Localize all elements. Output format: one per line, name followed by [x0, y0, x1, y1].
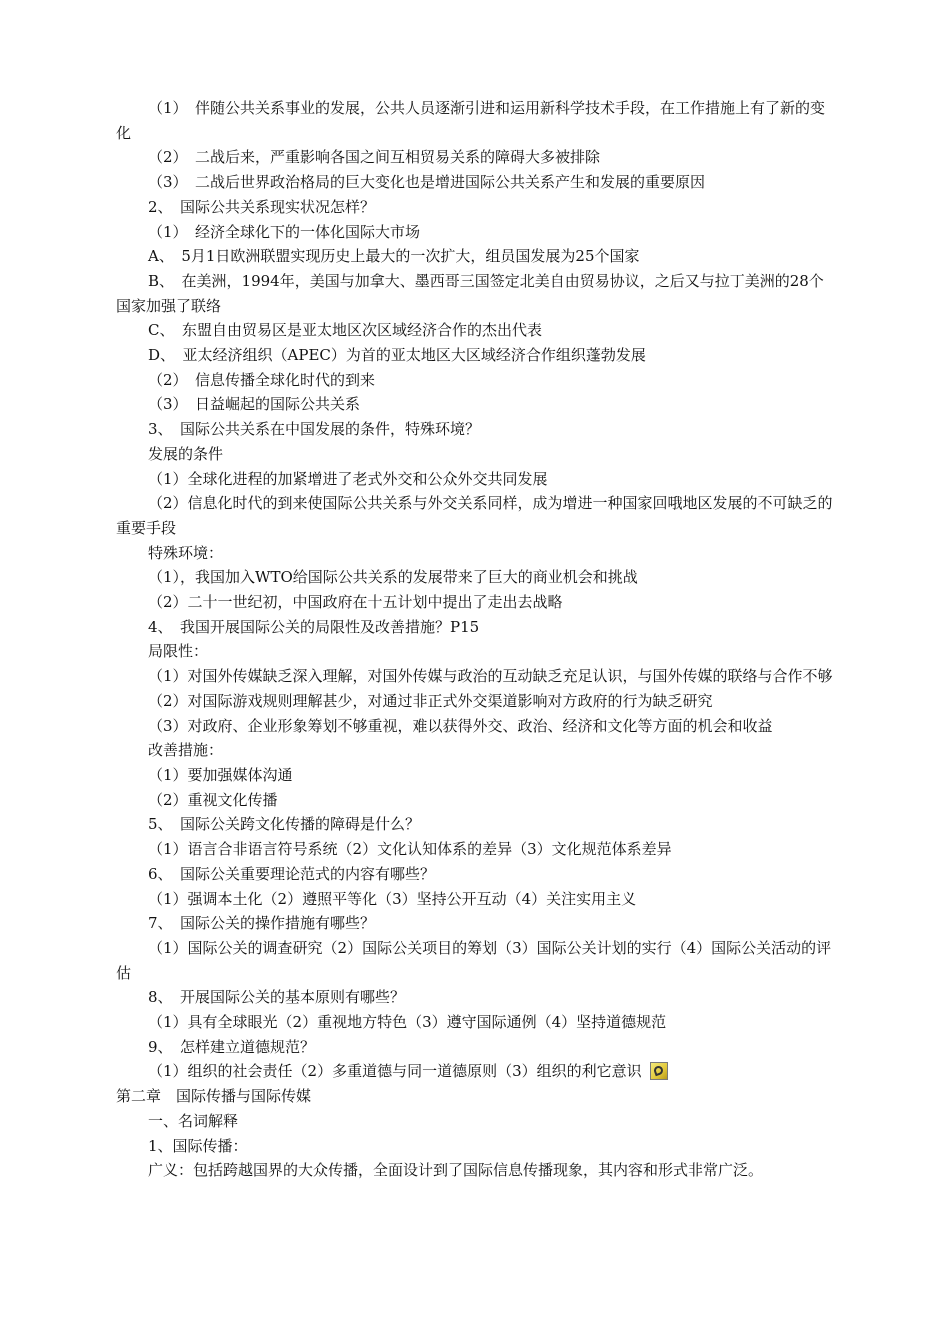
- paragraph-text: 2、 国际公共关系现实状况怎样？: [148, 197, 376, 216]
- paragraph: [116, 615, 838, 640]
- paragraph-text: D、 亚太经济组织（APEC）为首的亚太地区大区域经济合作组织蓬勃发展: [148, 346, 646, 365]
- paragraph: [116, 887, 838, 912]
- paragraph-text: （2）对国际游戏规则理解甚少，对通过非正式外交渠道影响对方政府的行为缺乏研究: [148, 691, 713, 710]
- paragraph-text: 改善措施：: [148, 741, 224, 760]
- paragraph: [116, 1109, 838, 1134]
- paragraph: [116, 1010, 838, 1035]
- paragraph: [116, 985, 838, 1010]
- paragraph: [116, 812, 838, 837]
- paragraph: [116, 96, 838, 145]
- paragraph-text: 3、 国际公共关系在中国发展的条件，特殊环境？: [148, 420, 481, 439]
- paragraph-text: （1）具有全球眼光（2）重视地方特色（3）遵守国际通例（4）坚持道德规范: [148, 1013, 667, 1032]
- paragraph: [116, 639, 838, 664]
- paragraph: [116, 467, 838, 492]
- paragraph-text: 广义：包括跨越国界的大众传播，全面设计到了国际信息传播现象，其内容和形式非常广泛。: [148, 1161, 764, 1180]
- paragraph-text: 8、 开展国际公关的基本原则有哪些？: [148, 988, 406, 1007]
- paragraph: [116, 862, 838, 887]
- paragraph: [116, 911, 838, 936]
- paragraph-text: （1）组织的社会责任（2）多重道德与同一道德原则（3）组织的利它意识: [148, 1062, 642, 1081]
- paragraph: [116, 837, 838, 862]
- paragraph: [116, 664, 838, 689]
- paragraph-text: （1） 经济全球化下的一体化国际大市场: [148, 222, 421, 241]
- paragraph: [116, 1059, 838, 1084]
- paragraph: [116, 1134, 838, 1159]
- paragraph: [116, 565, 838, 590]
- paragraph: [116, 343, 838, 368]
- paragraph: [116, 788, 838, 813]
- paragraph-text: （2）二十一世纪初，中国政府在十五计划中提出了走出去战略: [148, 593, 563, 612]
- paragraph: [116, 269, 838, 318]
- paragraph: [116, 244, 838, 269]
- paragraph-text: C、 东盟自由贸易区是亚太地区次区域经济合作的杰出代表: [148, 321, 542, 340]
- paragraph-text: 第二章 国际传播与国际传媒: [116, 1087, 312, 1106]
- paragraph: [116, 714, 838, 739]
- paragraph: [116, 195, 838, 220]
- paragraph: [116, 491, 838, 540]
- paragraph-text: 发展的条件: [148, 444, 224, 463]
- paragraph-text: 5、 国际公关跨文化传播的障碍是什么？: [148, 815, 421, 834]
- paragraph: [116, 541, 838, 566]
- paragraph-text: B、 在美洲，1994年，美国与加拿大、墨西哥三国签定北美自由贸易协议，之后又与拉丁美洲的28个国家加强了联络: [116, 271, 824, 315]
- paragraph-text: （2）重视文化传播: [148, 790, 278, 809]
- paragraph-text: 特殊环境：: [148, 543, 224, 562]
- paragraph: [116, 1158, 838, 1183]
- paragraph-text: 一、名词解释: [148, 1111, 239, 1130]
- paragraph: [116, 763, 838, 788]
- paragraph: [116, 170, 838, 195]
- paragraph-text: （1）要加强媒体沟通: [148, 765, 293, 784]
- paragraph-text: 6、 国际公关重要理论范式的内容有哪些？: [148, 864, 436, 883]
- paragraph: [116, 936, 838, 985]
- paragraph: [116, 689, 838, 714]
- paragraph-text: （1） 伴随公共关系事业的发展，公共人员逐渐引进和运用新科学技术手段，在工作措施上有了新的变化: [116, 99, 826, 142]
- paragraph-text: （1）国际公关的调查研究（2）国际公关项目的筹划（3）国际公关计划的实行（4）国际公关活动的评估: [116, 938, 832, 982]
- paragraph-text: （2） 二战后来，严重影响各国之间互相贸易关系的障碍大多被排除: [148, 148, 601, 167]
- document-object-icon[interactable]: [650, 1062, 668, 1080]
- paragraph-text: （1）全球化进程的加紧增进了老式外交和公众外交共同发展: [148, 469, 548, 488]
- paragraph-text: （1）强调本土化（2）遵照平等化（3）坚持公开互动（4）关注实用主义: [148, 889, 637, 908]
- paragraph-text: （3） 日益崛起的国际公共关系: [148, 395, 361, 414]
- document-body: [116, 96, 838, 1183]
- paragraph-text: 4、 我国开展国际公关的局限性及改善措施？P15: [148, 617, 480, 636]
- paragraph: [116, 442, 838, 467]
- paragraph: [116, 368, 838, 393]
- paragraph-text: （3）对政府、企业形象筹划不够重视，难以获得外交、政治、经济和文化等方面的机会和收益: [148, 716, 773, 735]
- paragraph-text: （2）信息化时代的到来使国际公共关系与外交关系同样，成为增进一种国家回哦地区发展的不可缺乏的重要手段: [116, 494, 833, 537]
- paragraph-text: 1、国际传播：: [148, 1136, 248, 1155]
- paragraph-text: 7、 国际公关的操作措施有哪些？: [148, 914, 376, 933]
- chapter-heading: [116, 1084, 838, 1109]
- paragraph: [116, 392, 838, 417]
- paragraph-text: A、 5月1日欧洲联盟实现历史上最大的一次扩大，组员国发展为25个国家: [148, 247, 640, 266]
- paragraph-text: （1），我国加入WTO给国际公共关系的发展带来了巨大的商业机会和挑战: [148, 568, 638, 587]
- paragraph: [116, 1035, 838, 1060]
- paragraph: [116, 590, 838, 615]
- paragraph: [116, 145, 838, 170]
- paragraph-text: 9、 怎样建立道德规范？: [148, 1037, 316, 1056]
- paragraph-text: （3） 二战后世界政治格局的巨大变化也是增进国际公共关系产生和发展的重要原因: [148, 173, 706, 192]
- paragraph: [116, 417, 838, 442]
- paragraph-text: （1）对国外传媒缺乏深入理解，对国外传媒与政治的互动缺乏充足认识，与国外传媒的联络与合作不够: [148, 667, 833, 686]
- paragraph-text: 局限性：: [148, 642, 209, 661]
- paragraph: [116, 738, 838, 763]
- paragraph: [116, 318, 838, 343]
- paragraph-text: （1）语言合非语言符号系统（2）文化认知体系的差异（3）文化规范体系差异: [148, 840, 672, 859]
- paragraph: [116, 220, 838, 245]
- paragraph-text: （2） 信息传播全球化时代的到来: [148, 370, 376, 389]
